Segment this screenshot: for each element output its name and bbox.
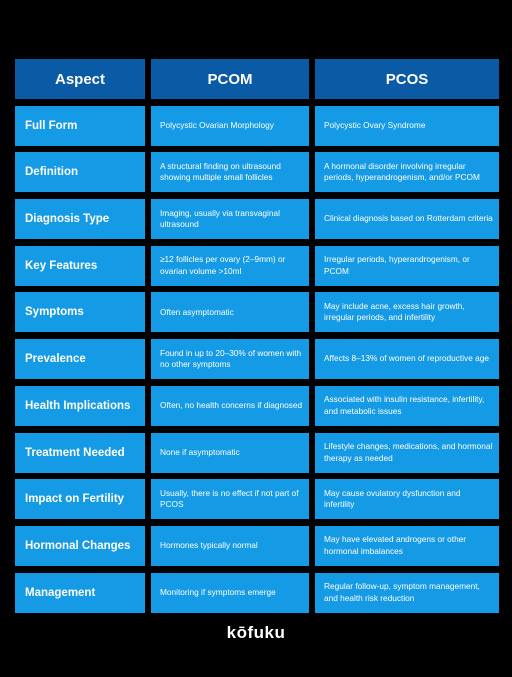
row-pcom: A structural finding on ultrasound showing multiple small follicles <box>151 152 309 192</box>
table-row <box>15 152 499 192</box>
table-row <box>15 106 499 146</box>
table-row <box>15 479 499 519</box>
row-aspect: Impact on Fertility <box>15 479 145 519</box>
row-pcom: Polycystic Ovarian Morphology <box>151 106 309 146</box>
row-aspect: Key Features <box>15 246 145 286</box>
kofuku-logo: kōfuku <box>226 623 286 642</box>
row-aspect: Diagnosis Type <box>15 199 145 239</box>
row-aspect: Management <box>15 573 145 613</box>
row-pcom: Imaging, usually via transvaginal ultrasound <box>151 199 309 239</box>
row-pcom: Often, no health concerns if diagnosed <box>151 386 309 426</box>
row-pcos: Associated with insulin resistance, infertility, and metabolic issues <box>315 386 499 426</box>
row-pcom: ≥12 follicles per ovary (2–9mm) or ovarian volume >10ml <box>151 246 309 286</box>
table-row <box>15 199 499 239</box>
table-row <box>15 386 499 426</box>
table-row <box>15 433 499 473</box>
row-pcos: Clinical diagnosis based on Rotterdam criteria <box>315 199 499 239</box>
table-row <box>15 339 499 379</box>
row-pcos: A hormonal disorder involving irregular periods, hyperandrogenism, and/or PCOM <box>315 152 499 192</box>
row-aspect: Health Implications <box>15 386 145 426</box>
row-pcos: Affects 8–13% of women of reproductive age <box>315 339 499 379</box>
header-pcom: PCOM <box>151 59 309 99</box>
row-pcom: Usually, there is no effect if not part of PCOS <box>151 479 309 519</box>
row-pcom: Hormones typically normal <box>151 526 309 566</box>
table-row <box>15 292 499 332</box>
row-pcos: Polycystic Ovary Syndrome <box>315 106 499 146</box>
row-aspect: Definition <box>15 152 145 192</box>
row-aspect: Full Form <box>15 106 145 146</box>
table-row <box>15 246 499 286</box>
row-pcom: Monitoring if symptoms emerge <box>151 573 309 613</box>
header-pcos: PCOS <box>315 59 499 99</box>
row-pcos: May have elevated androgens or other hormonal imbalances <box>315 526 499 566</box>
table-row <box>15 526 499 566</box>
comparison-table <box>15 59 499 619</box>
header-aspect: Aspect <box>15 59 145 99</box>
table-row <box>15 573 499 613</box>
row-pcos: Regular follow-up, symptom management, and health risk reduction <box>315 573 499 613</box>
row-pcos: May cause ovulatory dysfunction and infertility <box>315 479 499 519</box>
row-pcom: None if asymptomatic <box>151 433 309 473</box>
row-aspect: Hormonal Changes <box>15 526 145 566</box>
row-aspect: Treatment Needed <box>15 433 145 473</box>
row-pcos: Irregular periods, hyperandrogenism, or PCOM <box>315 246 499 286</box>
table-header-row <box>15 59 499 99</box>
row-pcos: May include acne, excess hair growth, irregular periods, and infertility <box>315 292 499 332</box>
row-pcom: Often asymptomatic <box>151 292 309 332</box>
row-aspect: Symptoms <box>15 292 145 332</box>
row-aspect: Prevalence <box>15 339 145 379</box>
row-pcom: Found in up to 20–30% of women with no other symptoms <box>151 339 309 379</box>
row-pcos: Lifestyle changes, medications, and hormonal therapy as needed <box>315 433 499 473</box>
